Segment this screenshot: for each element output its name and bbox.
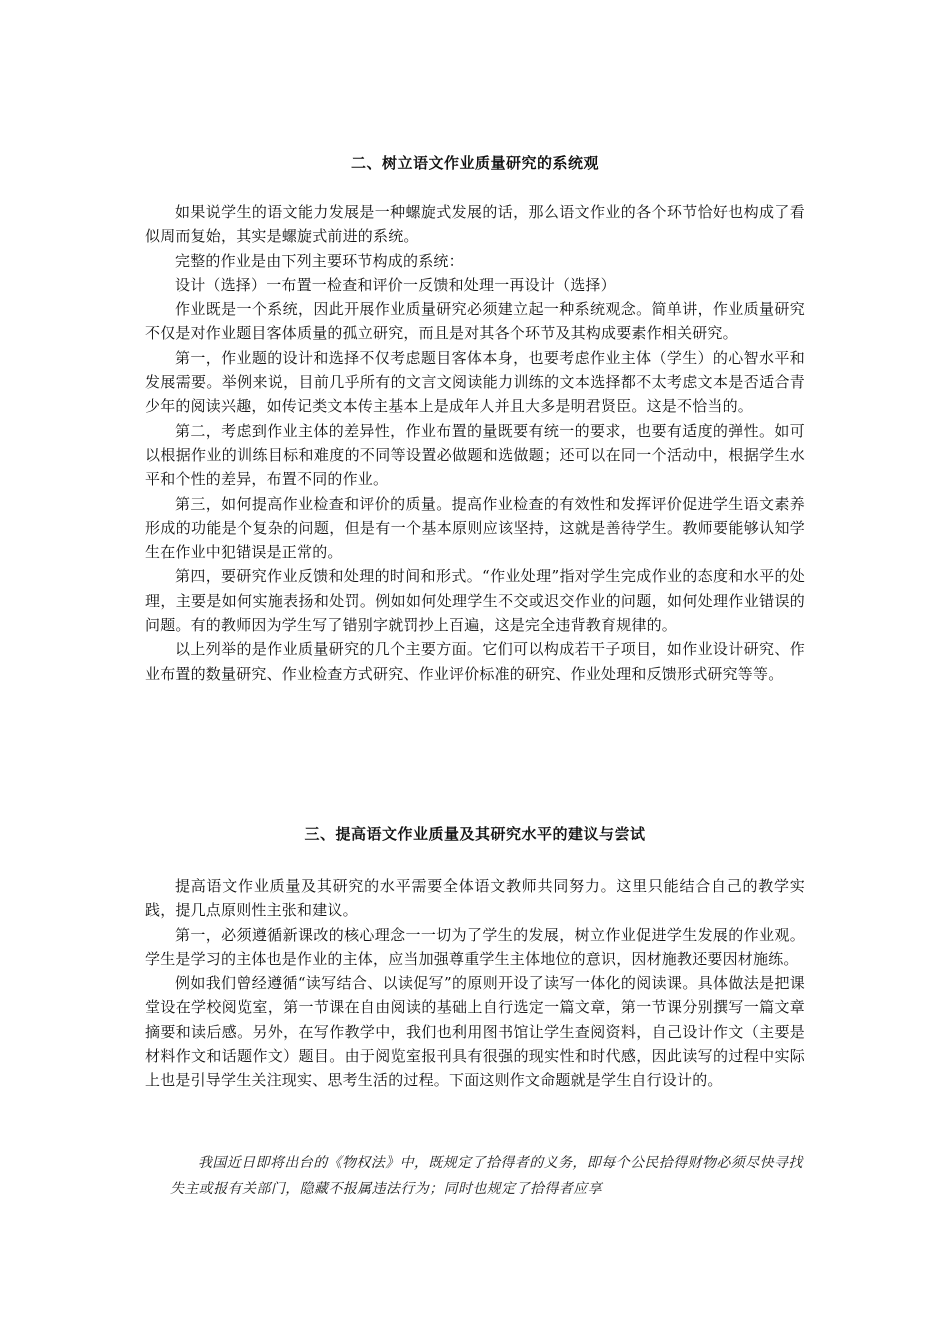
- quoted-material: 我国近日即将出台的《物权法》中，既规定了拾得者的义务，即每个公民拾得财物必须尽快寻找失主或报有关部门，隐藏不报属违法行为；同时也规定了拾得者应享: [170, 1155, 803, 1197]
- paragraph: 第一，作业题的设计和选择不仅考虑题目客体本身，也要考虑作业主体（学生）的心智水平和发展需要。举例来说，目前几乎所有的文言文阅读能力训练的文本选择都不太考虑文本是否适合青少年的阅读兴趣，如传记类文本传主基本上是成年人并且大多是明君贤臣。这是不恰当的。: [145, 348, 805, 416]
- paragraph: 如果说学生的语文能力发展是一种螺旋式发展的话，那么语文作业的各个环节恰好也构成了看似周而复始，其实是螺旋式前进的系统。: [145, 203, 805, 246]
- paragraph: 提高语文作业质量及其研究的水平需要全体语文教师共同努力。这里只能结合自己的教学实践，提几点原则性主张和建议。: [145, 877, 805, 920]
- paragraph: 设计（选择）一布置一检查和评价一反馈和处理一再设计（选择）: [175, 275, 616, 294]
- section-3-body: [145, 874, 805, 1093]
- paragraph: 以上列举的是作业质量研究的几个主要方面。它们可以构成若干子项目，如作业设计研究、作业布置的数量研究、作业检查方式研究、作业评价标准的研究、作业处理和反馈形式研究等等。: [145, 640, 805, 683]
- paragraph: 完整的作业是由下列主要环节构成的系统：: [175, 251, 464, 270]
- paragraph: 第三，如何提高作业检查和评价的质量。提高作业检查的有效性和发挥评价促进学生语文素养形成的功能是个复杂的问题，但是有一个基本原则应该坚持，这就是善待学生。教师要能够认知学生在作业中犯错误是正常的。: [145, 494, 805, 562]
- section-heading-3: 三、提高语文作业质量及其研究水平的建议与尝试: [304, 825, 646, 843]
- paragraph: 例如我们曾经遵循“读写结合、以读促写”的原则开设了读写一体化的阅读课。具体做法是把课堂设在学校阅览室，第一节课在自由阅读的基础上自行选定一篇文章，第一节课分别撰写一篇文章摘要和读后感。另外，在写作教学中，我们也利用图书馆让学生查阅资料，自己设计作文（主要是材料作文和话题作文）题目。由于阅览室报刊具有很强的现实性和时代感，因此读写的过程中实际上也是引导学生关注现实、思考生活的过程。下面这则作文命题就是学生自行设计的。: [145, 974, 805, 1090]
- paragraph: 第二，考虑到作业主体的差异性，作业布置的量既要有统一的要求，也要有适度的弹性。如可以根据作业的训练目标和难度的不同等设置必做题和选做题；还可以在同一个活动中，根据学生水平和个性的差异，布置不同的作业。: [145, 421, 805, 489]
- section-2-body: [145, 200, 805, 686]
- paragraph: 第一，必须遵循新课改的核心理念一一切为了学生的发展，树立作业促进学生发展的作业观。学生是学习的主体也是作业的主体，应当加强尊重学生主体地位的意识，因材施教还要因材施练。: [145, 925, 805, 968]
- paragraph: 第四，要研究作业反馈和处理的时间和形式。“作业处理”指对学生完成作业的态度和水平的处理，主要是如何实施表扬和处罚。例如如何处理学生不交或迟交作业的问题，如何处理作业错误的问题。有的教师因为学生写了错别字就罚抄上百遍，这是完全违背教育规律的。: [145, 567, 805, 635]
- section-heading-2: 二、树立语文作业质量研究的系统观: [350, 154, 599, 172]
- paragraph: 作业既是一个系统，因此开展作业质量研究必须建立起一种系统观念。简单讲，作业质量研究不仅是对作业题目客体质量的孤立研究，而且是对其各个环节及其构成要素作相关研究。: [145, 300, 805, 343]
